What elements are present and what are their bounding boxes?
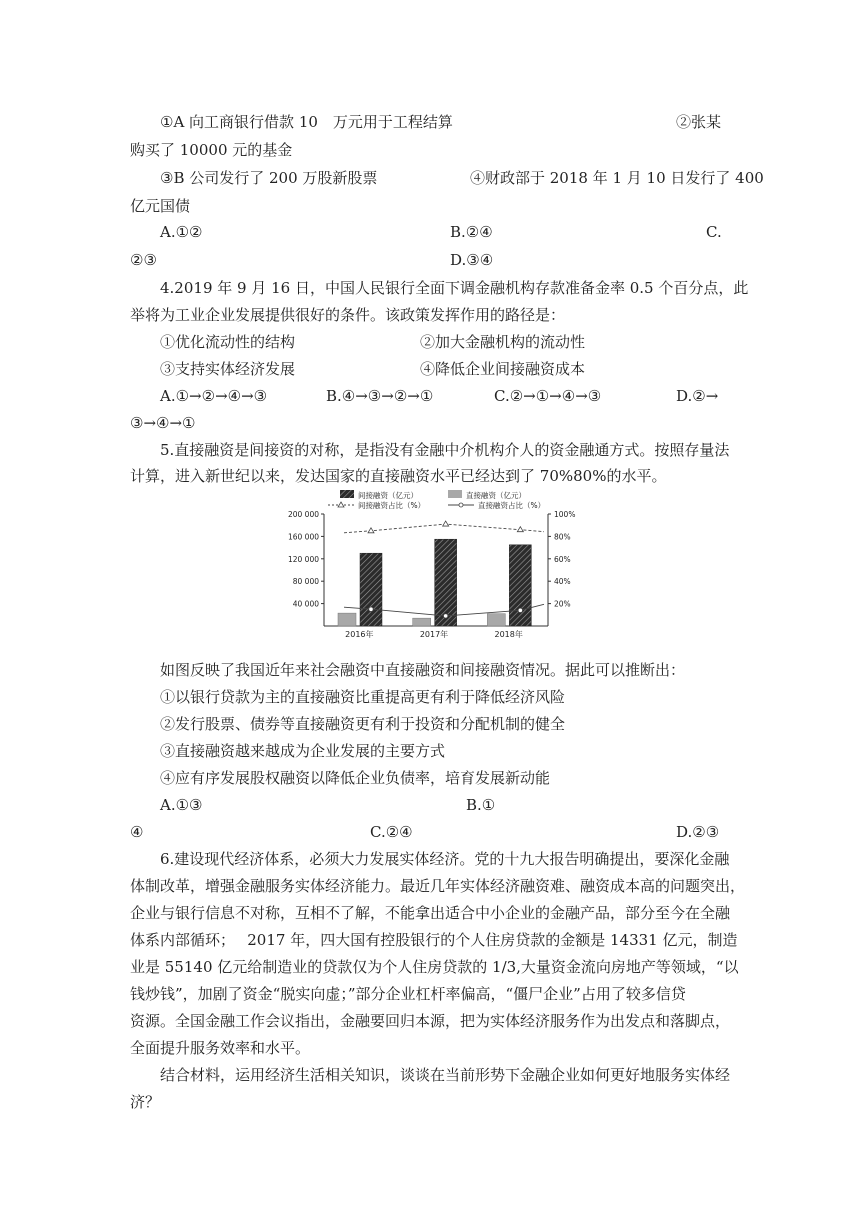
q5-option-2: ②发行股票、债券等直接融资更有利于投资和分配机制的健全	[160, 715, 566, 733]
legend-swatch-direct	[448, 490, 462, 498]
q6-question-1: 结合材料，运用经济生活相关知识，谈谈在当前形势下金融企业如何更好地服务实体经	[160, 1066, 731, 1084]
q3-option-4: ④财政部于 2018 年 1 月 10 日发行了 400	[470, 169, 764, 187]
point-indirect-ratio-2	[443, 521, 449, 526]
bar-indirect-1	[360, 553, 382, 626]
y-left-tick-label: 80 000	[292, 577, 319, 587]
q5-answer-d: D.②③	[676, 823, 720, 841]
q3-option-2: ②张某	[676, 113, 722, 131]
q5-answer-b-cont: ④	[130, 823, 144, 841]
point-direct-ratio-3	[518, 608, 522, 612]
q6-line-3: 企业与银行信息不对称，互相不了解，不能拿出适合中小企业的金融产品，部分至今在全融	[130, 904, 731, 922]
q5-stem-3: 如图反映了我国近年来社会融资中直接融资和间接融资情况。据此可以推断出：	[160, 661, 686, 679]
y-left-tick-label: 40 000	[292, 599, 319, 609]
q6-line-6: 钱炒钱”，加剧了资金“脱实向虚；”部分企业杠杆率偏高，“僵尸企业”占用了较多信贷	[130, 985, 686, 1003]
legend-marker-direct	[459, 503, 463, 507]
q6-line-8: 全面提升服务效率和水平。	[130, 1039, 311, 1057]
y-right-tick-label: 80%	[554, 532, 571, 542]
point-direct-ratio-2	[443, 614, 447, 618]
q3-option-2-cont: 购买了 10000 元的基金	[130, 141, 293, 159]
q3-answer-d: D.③④	[450, 251, 494, 269]
q6-line-2: 体制改革，增强金融服务实体经济能力。最近几年实体经济融资难、融资成本高的问题突出，	[130, 877, 746, 895]
q4-stem-2: 举将为工业企业发展提供很好的条件。该政策发挥作用的路径是：	[130, 306, 566, 324]
point-indirect-ratio-3	[517, 527, 523, 532]
point-direct-ratio-1	[369, 607, 373, 611]
q4-answer-c: C.②→①→④→③	[494, 387, 602, 405]
q4-option-4: ④降低企业间接融资成本	[420, 360, 586, 378]
q5-answer-a: A.①③	[160, 796, 203, 814]
point-indirect-ratio-1	[368, 528, 374, 533]
x-tick-label: 2018年	[494, 630, 523, 638]
bar-direct-3	[487, 614, 505, 626]
y-right-tick-label: 40%	[554, 577, 571, 587]
q5-option-1: ①以银行贷款为主的直接融资比重提高更有利于降低经济风险	[160, 688, 566, 706]
q4-option-2: ②加大金融机构的流动性	[420, 333, 586, 351]
q3-option-1: ①A 向工商银行借款 10 万元用于工程结算	[160, 113, 453, 131]
q5-stem-2: 计算，进入新世纪以来，发达国家的直接融资水平已经达到了 70%80%的水平。	[130, 467, 667, 485]
q6-line-7: 资源。全国金融工作会议指出，金融要回归本源，把为实体经济服务作为出发点和落脚点，	[130, 1012, 731, 1030]
y-right-tick-label: 20%	[554, 599, 571, 609]
financing-chart-svg	[268, 488, 600, 638]
y-left-tick-label: 120 000	[287, 554, 319, 564]
y-right-tick-label: 100%	[554, 510, 576, 519]
q4-answer-d: D.②→	[676, 387, 719, 405]
legend-indirect-ratio: 间接融资占比（%）	[358, 501, 426, 510]
q5-answer-b: B.①	[466, 796, 496, 814]
q4-stem-1: 4.2019 年 9 月 16 日，中国人民银行全面下调金融机构存款准备金率 0.5 个百分点，此	[160, 279, 749, 297]
q3-option-3: ③B 公司发行了 200 万股新股票	[160, 169, 378, 187]
q6-line-4: 体系内部循环； 2017 年，四大国有控股银行的个人住房贷款的金额是 14331 亿元，制造	[130, 931, 738, 949]
y-left-tick-label: 200 000	[287, 510, 319, 519]
x-tick-label: 2017年	[419, 630, 449, 638]
legend-indirect: 间接融资（亿元）	[358, 491, 418, 500]
y-right-tick-label: 60%	[554, 554, 571, 564]
q6-question-2: 济？	[130, 1093, 161, 1111]
q6-line-5: 业是 55140 亿元给制造业的贷款仅为个人住房贷款的 1/3,大量资金流向房地产等领域，“以	[130, 958, 739, 976]
q3-answer-a: A.①②	[160, 223, 203, 241]
x-tick-label: 2016年	[345, 630, 374, 638]
y-left-tick-label: 160 000	[287, 532, 319, 542]
legend-direct-ratio: 直接融资占比（%）	[478, 501, 546, 510]
q3-option-4-cont: 亿元国债	[130, 197, 191, 215]
q4-answer-a: A.①→②→④→③	[160, 387, 268, 405]
bar-direct-1	[338, 613, 356, 626]
q4-answer-d-cont: ③→④→①	[130, 414, 196, 432]
q3-answer-c: C.	[706, 223, 722, 241]
q4-option-3: ③支持实体经济发展	[160, 360, 296, 378]
legend-direct: 直接融资（亿元）	[466, 491, 526, 500]
q4-option-1: ①优化流动性的结构	[160, 333, 296, 351]
q5-answer-c: C.②④	[370, 823, 413, 841]
legend-swatch-indirect	[340, 490, 354, 498]
q3-answer-c-cont: ②③	[130, 251, 157, 269]
bar-indirect-2	[435, 539, 457, 626]
financing-chart	[268, 488, 600, 638]
bar-indirect-3	[509, 545, 531, 626]
q5-stem-1: 5.直接融资是间接资的对称，是指没有金融中介机构介人的资金融通方式。按照存量法	[160, 441, 730, 459]
q5-option-3: ③直接融资越来越成为企业发展的主要方式	[160, 742, 446, 760]
bar-direct-2	[413, 618, 431, 626]
q5-option-4: ④应有序发展股权融资以降低企业负债率，培育发展新动能	[160, 769, 551, 787]
q4-answer-b: B.④→③→②→①	[326, 387, 434, 405]
q6-line-1: 6.建设现代经济体系，必须大力发展实体经济。党的十九大报告明确提出，要深化金融	[160, 850, 730, 868]
legend-marker-indirect	[338, 502, 344, 507]
q3-answer-b: B.②④	[450, 223, 493, 241]
